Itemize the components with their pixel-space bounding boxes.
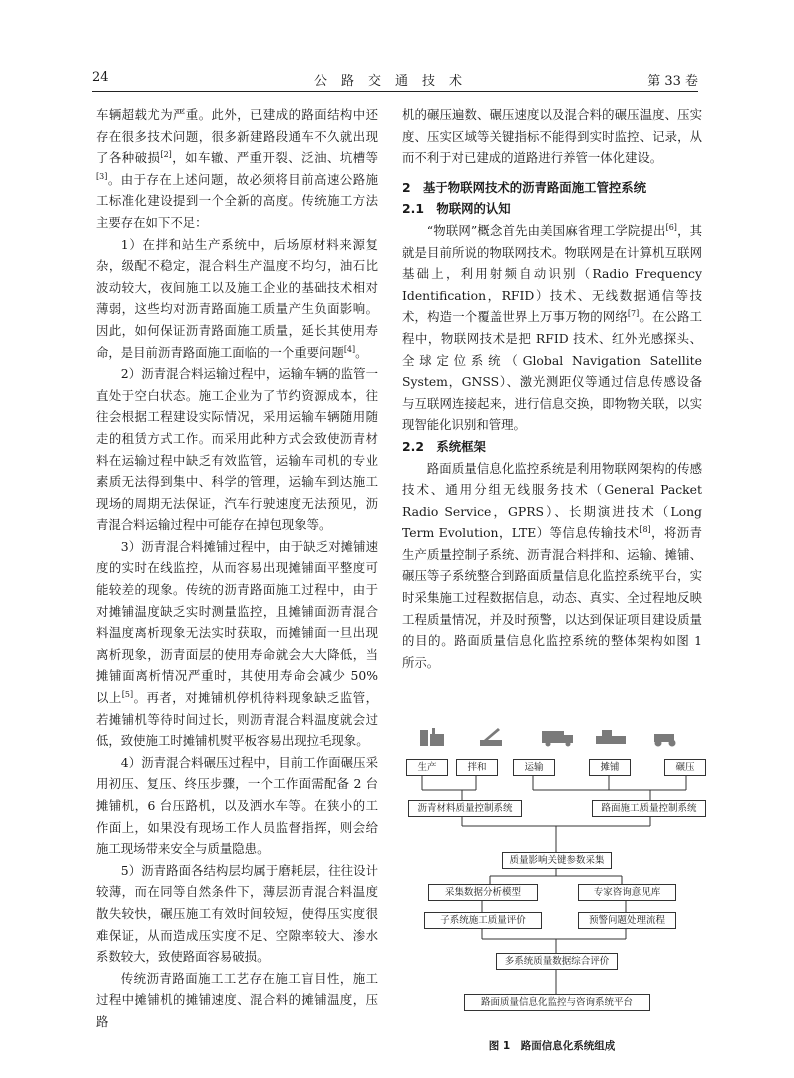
- subsection-heading: 2.1 物联网的认知: [402, 201, 511, 217]
- citation[interactable]: [2]: [160, 150, 172, 160]
- citation[interactable]: [4]: [343, 344, 356, 354]
- equipment-thumbnails: [420, 728, 676, 747]
- multi-system-evaluation: 多系统质量数据综合评价: [496, 953, 618, 970]
- right-column: [402, 104, 702, 673]
- section-heading: 2 基于物联网技术的沥青路面施工管控系统: [402, 179, 647, 195]
- figure-caption: 图 1 路面信息化系统组成: [488, 1040, 616, 1052]
- truck-thumbnail: [542, 731, 573, 747]
- plant-thumbnail: [420, 728, 444, 746]
- citation[interactable]: [5]: [121, 689, 134, 699]
- key-param-collection: 质量影响关键参数采集: [502, 852, 612, 869]
- expert-library: 专家咨询意见库: [578, 884, 676, 901]
- citation[interactable]: [6]: [665, 222, 677, 232]
- paragraph: 2）沥青混合料运输过程中，运输车辆的监管一直处于空白状态。施工企业为了节约资源成本，往往会根据工程建设实际情况，采用运输车辆随用随走的租赁方式工作。而采用此种方式会致使沥青材料在运输过程中缺乏有效监管，运输车司机的专业素质无法得到集中、科学的管理，运输车到达施工现场的周期无法保证，汽车行驶速度无法预见，沥青混合料运输过程中可能存在掉包现象等。: [96, 366, 378, 533]
- running-header: [92, 70, 698, 92]
- pavement-quality-system: 路面施工质量控制系统: [592, 800, 706, 817]
- journal-title: 公路交通技术: [313, 74, 476, 89]
- citation[interactable]: [3]: [96, 171, 108, 181]
- volume-label: 第 33 卷: [647, 74, 698, 89]
- stage-paving: 摊铺: [589, 759, 631, 776]
- paragraph: 3）沥青混合料摊铺过程中，由于缺乏对摊铺速度的实时在线监控，从而容易出现摊铺面平整度可能较差的现象。传统的沥青路面施工过程中，由于对摊铺温度缺乏实时测量监控，且摊铺面沥青混合料温度离析现象无法实时获取，而摊铺面一旦出现离析现象，沥青面层的使用寿命就会大大降低，当摊铺面离析情况严重时，其使用寿命会减少 50% 以上[5]。再者，对摊铺机停机待料现象缺乏监管，若摊铺机等待时间过长，则沥青混合料温度就会过低，致使施工时摊铺机熨平板容易出现拉毛现象。: [96, 538, 379, 749]
- paragraph: 路面质量信息化监控系统是利用物联网架构的传感技术、通用分组无线服务技术（General Packet Radio Service，GPRS）、长期演进技术（Long Term Evolution，LTE）等信息传输技术[8]，将沥青生产质量控制子系统、沥青混合料拌和、运输、摊铺、碾压等子系统整合到路面质量信息化监控系统平台，实时采集施工过程数据信息，动态、真实、全过程地反映工程质量情况，并及时预警，以达到保证项目建设质量的目的。路面质量信息化监控系统的整体架构如图 1 所示。: [402, 460, 702, 670]
- asphalt-quality-system: 沥青材料质量控制系统: [408, 800, 522, 817]
- paver-thumbnail: [596, 730, 626, 744]
- subsection-heading: 2.2 系统框架: [402, 438, 486, 454]
- analysis-model: 采集数据分析模型: [428, 884, 538, 901]
- citation[interactable]: [7]: [627, 309, 640, 319]
- subsystem-evaluation: 子系统施工质量评价: [424, 912, 542, 929]
- warning-process: 预警问题处理流程: [578, 912, 676, 929]
- paragraph: 传统沥青路面施工工艺存在施工盲目性，施工过程中摊铺机的摊铺速度、混合料的摊铺温度，压路: [96, 970, 378, 1029]
- stage-transport: 运输: [513, 759, 555, 776]
- figure-diagram: [402, 728, 702, 1044]
- paragraph: 1）在拌和站生产系统中，后场原材料来源复杂，级配不稳定，混合料生产温度不均匀，油石比波动较大，夜间施工以及施工企业的基础技术相对薄弱，这些均对沥青路面施工质量产生负面影响。因此，如何保证沥青路面施工质量，延长其使用寿命，是目前沥青路面施工面临的一个重要问题[4]。: [96, 236, 378, 360]
- citation[interactable]: [8]: [639, 525, 651, 535]
- roller-thumbnail: [654, 734, 676, 747]
- stage-mixing: 拌和: [456, 759, 498, 776]
- paragraph: “物联网”概念首先由美国麻省理工学院提出[6]，其就是目前所说的物联网技术。物联网是在计算机互联网基础上，利用射频自动识别（Radio Frequency Identification，RFID）技术、无线数据通信等技术，构造一个覆盖世界上万事万物的网络[7]。在公路工程中，物联网技术是把 RFID 技术、红外光感探头、全球定位系统（Global Navigation Satellite System，GNSS）、激光测距仪等通过信息传感设备与互联网连接起来，进行信息交换，即物物关联，以实现智能化识别和管理。: [402, 222, 703, 433]
- monitoring-platform: 路面质量信息化监控与咨询系统平台: [464, 994, 650, 1011]
- stage-compaction: 碾压: [664, 759, 706, 776]
- left-column: [96, 104, 378, 1033]
- mixer-thumbnail: [480, 728, 502, 746]
- page-number: 24: [92, 70, 109, 85]
- paragraph: 4）沥青混合料碾压过程中，目前工作面碾压采用初压、复压、终压步骤，一个工作面需配备 2 台摊铺机，6 台压路机，以及洒水车等。在狭小的工作面上，如果没有现场工作人员监督指挥，则会给施工现场带来安全与质量隐患。: [96, 754, 378, 857]
- paragraph: 机的碾压遍数、碾压速度以及混合料的碾压温度、压实度、压实区域等关键指标不能得到实时监控、记录，从而不利于对已建成的道路进行养管一体化建设。: [402, 107, 702, 166]
- paragraph: 车辆超载尤为严重。此外，已建成的路面结构中还存在很多技术问题，很多新建路段通车不久就出现了各种破损[2]，如车辙、严重开裂、泛油、坑槽等[3]。由于存在上述问题，故必须将目前高速公路施工标准化建设提到一个全新的高度。传统施工方法主要存在如下不足：: [96, 107, 379, 230]
- stage-production: 生产: [406, 759, 448, 776]
- header-rule: [92, 91, 698, 92]
- paragraph: 5）沥青路面各结构层均属于磨耗层，往往设计较薄，而在同等自然条件下，薄层沥青混合料温度散失较快，碾压施工有效时间较短，使得压实度很难保证，从而造成压实度不足、空隙率较大、渗水系数较大，致使路面容易破损。: [96, 862, 378, 965]
